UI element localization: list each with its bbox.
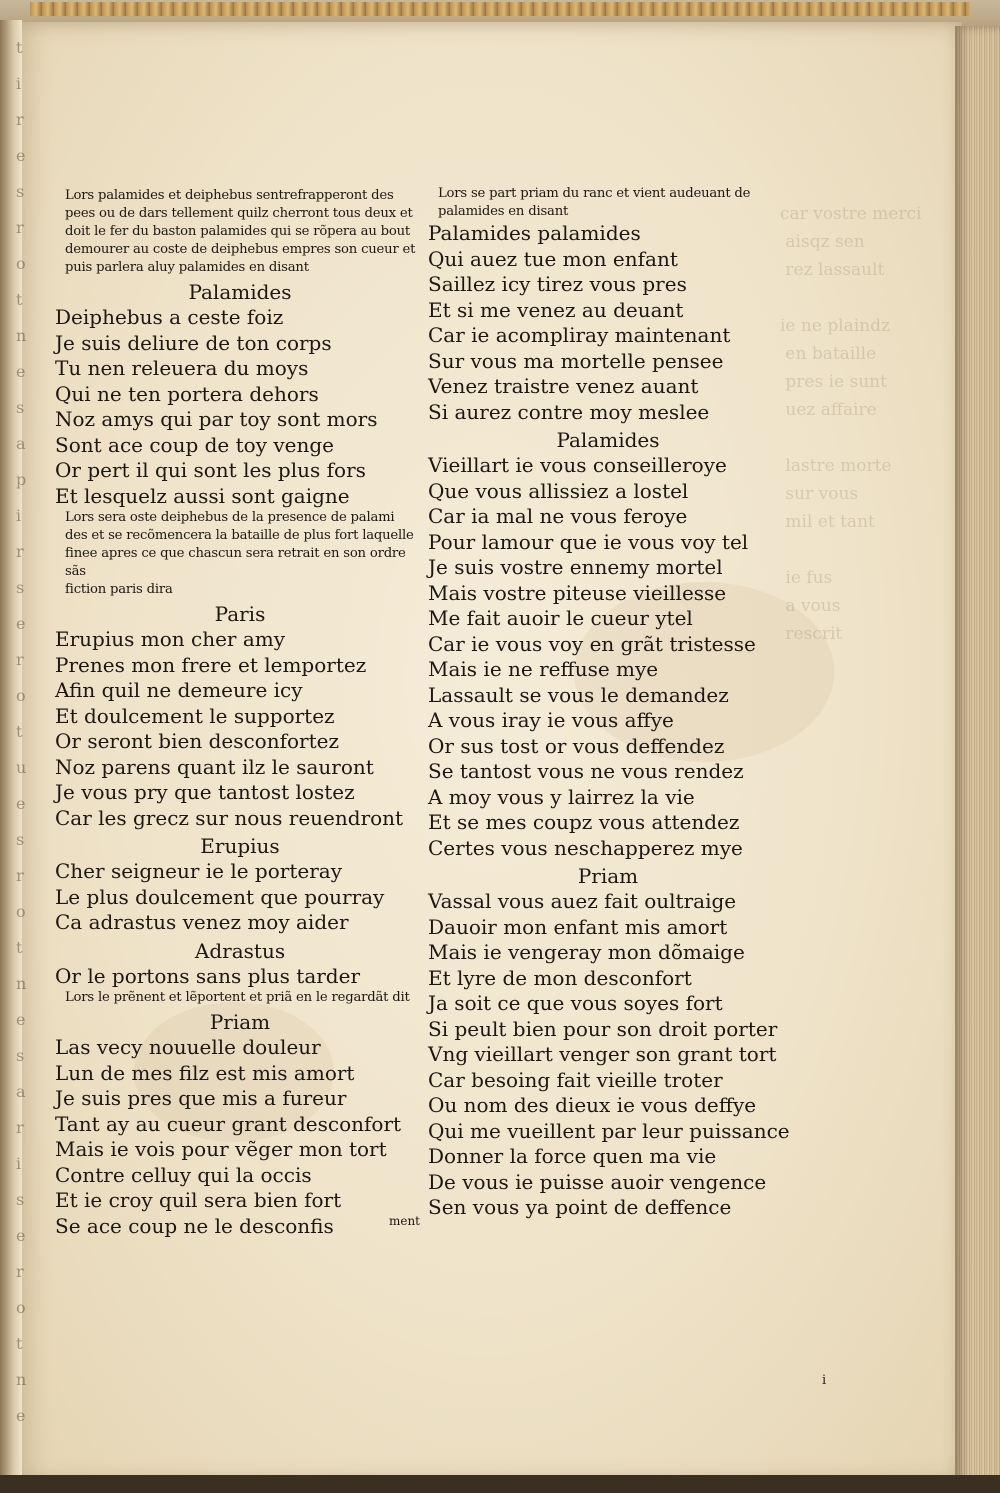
verse-line: Las vecy nouuelle douleur [55,1035,321,1059]
page-block-fore-edge [955,26,1000,1493]
facing-page-edge: t i r e s r o t n e s a p i r s e r o t u e s r o t n e s a r i s e r o t n e [16,38,27,1425]
bleed-through-text: car vostre merci aisqz sen rez lassault ie ne plaindz en bataille pres ie sunt uez affaire lastre morte sur vous mil et tant ie fus a vous rescrit [780,204,922,644]
verse-line: Vassal vous auez fait oultraige [428,889,737,913]
verse-line: Or seront bien desconfortez [55,729,340,753]
verse-line: Que vous allissiez a lostel [428,478,689,503]
verse-line: Car ie acompliray maintenant [428,323,731,347]
verse-line: Tu nen releuera du moys [55,356,309,380]
verse-line: Ja soit ce que vous soyes fort [428,991,723,1015]
verse-line: Sur vous ma mortelle pensee [428,348,724,373]
verse-line: Si peult bien pour son droit porter [428,1016,778,1041]
verse-line: Dauoir mon enfant mis amort [428,914,728,939]
verse-line: Noz parens quant ilz le sauront [55,754,374,779]
verse-line: Je suis vostre ennemy mortel [428,555,723,579]
catchword: ment [388,1214,420,1228]
stage-direction-line: fiction paris dira [65,582,173,597]
speaker-heading: Paris [214,602,266,626]
speaker-heading: Priam [209,1010,271,1034]
stage-direction-line: des et se recõmencera la bataille de plus fort laquelle [65,528,414,543]
verse-line: Noz amys qui par toy sont mors [55,407,378,431]
verse-line: Mais ie vois pour vẽger mon tort [55,1137,387,1161]
verse-line: A moy vous y lairrez la vie [428,784,695,809]
stage-direction-line: puis parlera aluy palamides en disant [65,260,309,275]
verse-line: Car besoing fait vieille troter [428,1067,723,1092]
stage-direction-line: Lors se part priam du ranc et vient audeuant de [438,186,751,201]
verse-line: Lun de mes filz est mis amort [55,1060,355,1085]
verse-line: Prenes mon frere et lemportez [55,652,367,677]
verse-line: Venez traistre venez auant [428,374,699,398]
verse-line: Je vous pry que tantost lostez [55,780,355,804]
verse-line: Si aurez contre moy meslee [428,399,710,424]
verse-line: Saillez icy tirez vous pres [428,272,687,296]
verse-line: Et si me venez au deuant [428,297,684,322]
verse-line: Et se mes coupz vous attendez [428,810,740,834]
verse-line: Or sus tost or vous deffendez [428,733,725,758]
stage-direction-line: pees ou de dars tellement quilz cherront tous deux et [65,206,413,221]
speaker-heading: Palamides [556,428,660,452]
verse-line: Mais ie vengeray mon dõmaige [428,940,745,964]
speaker-heading: Erupius [200,834,280,858]
speaker-heading: Palamides [188,280,292,304]
speaker-heading: Adrastus [194,938,286,963]
verse-line: Donner la force quen ma vie [428,1144,717,1168]
verse-line: Se ace coup ne le desconfis [55,1213,334,1238]
verse-line: Je suis deliure de ton corps [55,330,332,355]
verse-line: A vous iray ie vous affye [428,708,674,732]
verse-line: Et ie croy quil sera bien fort [55,1188,342,1212]
verse-line: Afin quil ne demeure icy [55,678,303,702]
folio-mark: i [822,1373,827,1388]
verse-line: Or pert il qui sont les plus fors [55,458,366,482]
verse-line: Et doulcement le supportez [55,703,335,728]
table-surface [0,1475,1000,1493]
verse-line: Car ie vous voy en grãt tristesse [428,631,756,656]
verse-line: Qui ne ten portera dehors [55,381,319,406]
verse-line: Car ia mal ne vous feroye [428,504,688,528]
verse-line: Qui me vueillent par leur puissance [428,1118,790,1143]
left-text-column [55,187,425,1239]
verse-line: Vieillart ie vous conseilleroye [428,453,727,477]
verse-line: Mais ie ne reffuse mye [428,657,659,681]
verse-line: Or le portons sans plus tarder [55,963,360,988]
verse-line: Palamides palamides [428,221,641,245]
stage-direction-line: demourer au coste de deiphebus empres son cueur et [65,242,416,257]
verse-line: De vous ie puisse auoir vengence [428,1169,767,1194]
gilt-binding-strip [30,2,970,16]
right-text-column [428,185,788,1221]
verse-line: Ou nom des dieux ie vous deffye [428,1093,757,1117]
verse-line: Car les grecz sur nous reuendront [55,805,404,830]
verse-line: Deiphebus a ceste foiz [55,305,284,329]
stage-direction-line: finee apres ce que chascun sera retrait en son ordre sãs [65,546,406,579]
verse-line: Et lesquelz aussi sont gaigne [55,483,350,508]
verse-line: Cher seigneur ie le porteray [55,859,342,883]
verse-line: Je suis pres que mis a fureur [55,1086,347,1110]
verse-line: Lassault se vous le demandez [428,682,729,707]
stage-direction-line: Lors le prẽnent et lẽportent et priã en le regardãt dit [65,990,410,1005]
verse-line: Contre celluy qui la occis [55,1162,312,1187]
verse-line: Qui auez tue mon enfant [428,246,678,271]
verse-line: Vng vieillart venger son grant tort [428,1042,777,1066]
verse-line: Ca adrastus venez moy aider [55,910,349,934]
verse-line: Tant ay au cueur grant desconfort [55,1111,402,1136]
verse-line: Mais vostre piteuse vieillesse [428,580,727,605]
verse-line: Sont ace coup de toy venge [55,432,335,457]
verse-line: Se tantost vous ne vous rendez [428,759,744,783]
stage-direction-line: doit le fer du baston palamides qui se rõpera au bout [65,224,410,239]
stage-direction-line: Lors palamides et deiphebus sentrefrapperont des [65,188,394,203]
verse-line: Et lyre de mon desconfort [428,965,692,990]
stage-direction-line: Lors sera oste deiphebus de la presence de palami [65,510,395,525]
verse-line: Me fait auoir le cueur ytel [428,606,693,630]
verse-line: Le plus doulcement que pourray [55,884,385,909]
speaker-heading: Priam [577,864,639,888]
verse-line: Sen vous ya point de deffence [428,1195,732,1219]
verse-line: Pour lamour que ie vous voy tel [428,529,749,554]
stage-direction-line: palamides en disant [438,204,569,219]
verse-line: Certes vous neschapperez mye [428,835,743,860]
verse-line: Erupius mon cher amy [55,627,286,651]
